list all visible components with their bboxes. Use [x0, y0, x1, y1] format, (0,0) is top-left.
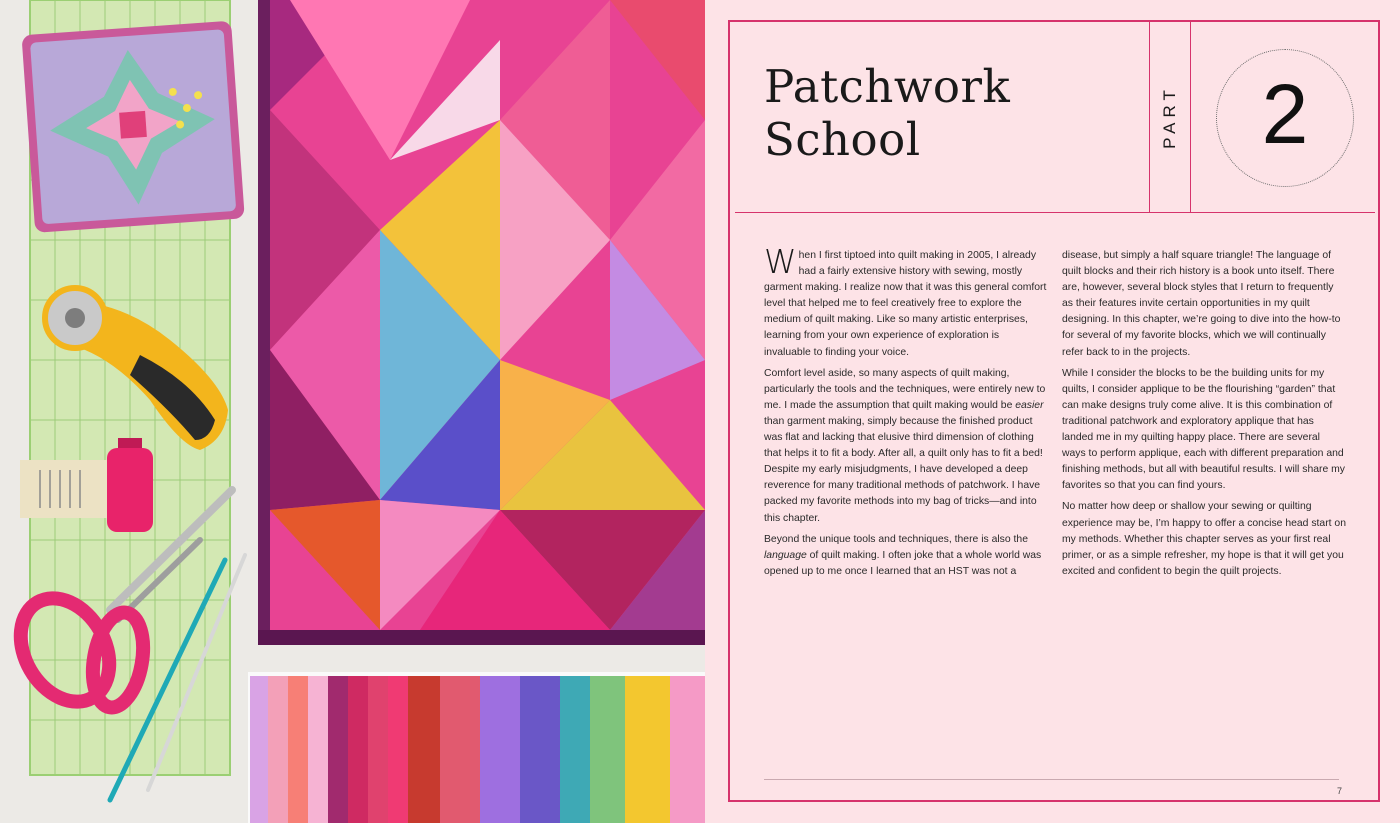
paragraph-5: No matter how deep or shallow your sewing or quilting experience may be, I’m happy to offer a concise head start on my methods. Whether this chapter serves as your first real primer, or as a simple refresher, my hope is that it will get you excited and confident to begin the quilt projects.: [1062, 501, 1346, 577]
chapter-intro-text: [764, 242, 1346, 582]
page-number: 7: [1336, 786, 1342, 796]
chapter-title: [764, 60, 1164, 166]
part-label-column: [1149, 22, 1191, 212]
header-divider: [735, 212, 1375, 213]
paragraph-3-text-a: Beyond the unique tools and techniques, there is also the: [764, 533, 1028, 545]
paragraph-3-emphasis: language: [764, 549, 807, 561]
paragraph-3-text-b: of quilt making. I often joke that a whole world was opened up to me once I learned that an HST was not a disease, but simply a half square triangle! The language of quilt blocks and their rich history is a book unto itself. There are, however, several block styles that I return to frequently as their features invite certain opportunities in my quilt designing. In this chapter, we’re going to dive into the how-to for several of my favorite blocks, which we will continually refer back to in the projects.: [764, 250, 1341, 577]
chapter-opener-page: [705, 0, 1400, 823]
drop-cap: W: [764, 242, 797, 281]
fabric-stack: [248, 672, 705, 823]
chapter-title-line-1: Patchwork: [764, 60, 1011, 113]
paragraph-1-text: hen I first tiptoed into quilt making in 2005, I already had a fairly extensive history with sewing, mostly garment making. I realize now that it was this general comfort level that helped me to feel creatively free to explore the medium of quilt making. Like so many artistic enterprises, learning from your own experience of exploration is invaluable to finding your voice.: [764, 250, 1047, 358]
pincushion: [21, 21, 244, 233]
patchwork-quilt: [258, 0, 705, 645]
paragraph-4: While I consider the blocks to be the building units for my quilts, I consider applique to be the flourishing “garden” that can make designs truly come alive. It is this combination of traditional patchwork and exploratory applique that has landed me in my quilting happy place. There are several ways to perform applique, each with different preparation and finishing methods, but all with beautiful results. I will share my favorites so that you can find yours.: [1062, 367, 1345, 492]
part-label: PART: [1160, 85, 1179, 149]
part-number-circle: [1216, 49, 1354, 187]
chapter-title-line-2: School: [764, 113, 921, 166]
page-frame: [728, 20, 1380, 802]
footer-divider: [764, 779, 1339, 780]
paragraph-1: [764, 242, 1048, 361]
paragraph-2-text-b: than garment making, simply because the finished product was flat and lacking that elusive third dimension of clothing that helps it to fit a body. After all, a quilt only has to fit a bed! Despite my early misjudgments, I have developed a deep reverence for many traditional methods of patchwork. I have packed my favorite methods into my bag of tricks—and into this chapter.: [764, 415, 1043, 524]
part-number: 2: [1261, 67, 1309, 161]
paragraph-2-text-a: Comfort level aside, so many aspects of quilt making, particularly the tools and the techniques, were entirely new to me. I made the assumption that quilt making would be: [764, 367, 1046, 411]
paragraph-2-emphasis: easier: [1015, 399, 1044, 411]
paragraph-2: [764, 366, 1048, 527]
